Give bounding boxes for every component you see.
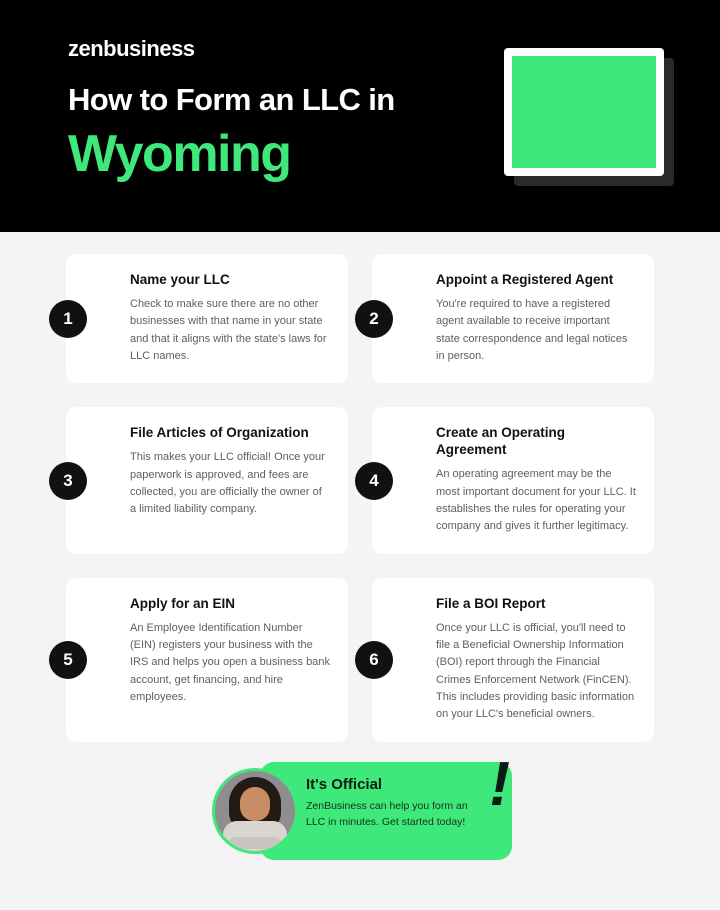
step-body: Check to make sure there are no other businesses with that name in your state and that it aligns with the state's laws for LLC names. <box>130 297 327 362</box>
exclamation-icon: ! <box>489 750 510 819</box>
state-card-graphic <box>504 48 674 188</box>
page-title: How to Form an LLC in <box>68 82 395 117</box>
header <box>0 0 720 232</box>
step-title: File a BOI Report <box>436 595 546 611</box>
state-card <box>504 48 664 176</box>
brand-logo: zenbusiness <box>68 36 195 61</box>
steps-grid <box>0 232 720 742</box>
step-number-badge: 5 <box>49 641 87 679</box>
step-number-badge: 1 <box>49 300 87 338</box>
smiling-person-avatar <box>212 768 298 854</box>
step-number-badge: 3 <box>49 462 87 500</box>
step-body: You're required to have a registered agent available to receive important state correspondence and legal notices in person. <box>436 297 628 362</box>
step-number-badge: 6 <box>355 641 393 679</box>
avatar-arms <box>229 837 281 849</box>
avatar-face <box>240 787 270 821</box>
step-card <box>369 254 654 383</box>
cta-title: It's Official <box>306 776 383 793</box>
step-card <box>63 254 348 383</box>
step-title: Apply for an EIN <box>130 595 236 611</box>
step-number-badge: 4 <box>355 462 393 500</box>
step-card <box>63 407 348 553</box>
cta-banner <box>212 750 512 860</box>
step-card <box>369 578 654 742</box>
step-body: An Employee Identification Number (EIN) registers your business with the IRS and helps you open a business bank account, get financing, and hire employees. <box>130 621 330 703</box>
state-shape-icon <box>512 56 656 168</box>
step-body: An operating agreement may be the most important document for your LLC. It establishes the rules for operating your company and gives it further legitimacy. <box>436 468 636 533</box>
step-body: This makes your LLC official! Once your paperwork is approved, and fees are collected, you are officially the owner of a limited liability company. <box>130 451 325 516</box>
step-number-badge: 2 <box>355 300 393 338</box>
step-card <box>369 407 654 553</box>
cta-body: ZenBusiness can help you form an LLC in minutes. Get started today! <box>306 800 468 828</box>
step-title: Create an Operating Agreement <box>436 425 566 458</box>
step-card <box>63 578 348 742</box>
step-title: File Articles of Organization <box>130 425 309 441</box>
step-title: Name your LLC <box>130 272 230 287</box>
step-title: Appoint a Registered Agent <box>436 272 614 287</box>
step-body: Once your LLC is official, you'll need to file a Beneficial Ownership Information (BOI) report through the Financial Crimes Enforcement Network (FinCEN). This includes providing basic information on your LLC's beneficial owners. <box>436 621 635 721</box>
page-title-state: Wyoming <box>68 124 291 183</box>
